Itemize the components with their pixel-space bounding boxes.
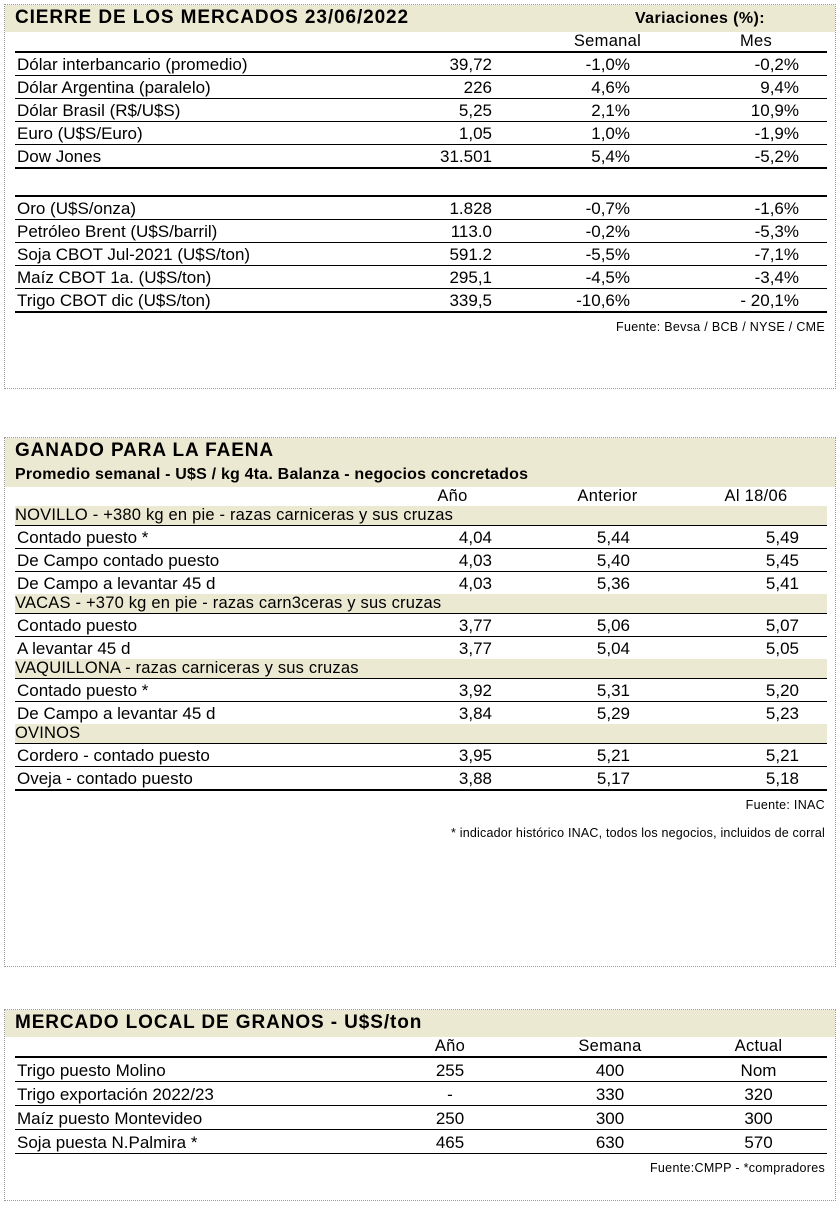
- grains-header-current: Actual: [734, 1037, 783, 1055]
- row-current: 5,18: [685, 767, 827, 791]
- grains-column-headers: [15, 1037, 827, 1057]
- row-current: 300: [690, 1106, 827, 1130]
- row-label: Oro (U$S/onza): [15, 196, 375, 220]
- section-heading-row: [15, 506, 827, 526]
- cattle-footnote: * indicador histórico INAC, todos los negocios, incluidos de corral: [451, 826, 825, 840]
- row-year: -: [370, 1082, 530, 1106]
- row-label: De Campo a levantar 45 d: [15, 702, 375, 725]
- row-previous: 5,29: [530, 702, 685, 725]
- section-heading-row: [15, 594, 827, 614]
- row-value: 39,72: [375, 52, 530, 76]
- cattle-header-label: [15, 487, 375, 506]
- row-current: 5,20: [685, 679, 827, 702]
- row-month: -5,2%: [685, 145, 827, 169]
- table-row: [15, 637, 827, 660]
- row-year: 3,77: [375, 637, 530, 660]
- row-label: Trigo CBOT dic (U$S/ton): [15, 289, 375, 313]
- row-year: 4,04: [375, 526, 530, 549]
- row-current: 5,21: [685, 744, 827, 767]
- table-row: [15, 289, 827, 313]
- section-heading-row: [15, 659, 827, 679]
- row-label: Contado puesto *: [15, 526, 375, 549]
- markets-panel: [4, 4, 836, 389]
- cattle-header-current: Al 18/06: [724, 487, 788, 505]
- table-row: [15, 526, 827, 549]
- row-week: 400: [530, 1057, 690, 1082]
- row-year: 3,88: [375, 767, 530, 791]
- section-heading: OVINOS: [15, 724, 827, 744]
- row-label: Soja CBOT Jul-2021 (U$S/ton): [15, 243, 375, 266]
- table-row: [15, 767, 827, 791]
- grains-panel: [4, 1009, 836, 1201]
- row-year: 3,77: [375, 614, 530, 637]
- row-year: 3,84: [375, 702, 530, 725]
- row-previous: 5,21: [530, 744, 685, 767]
- row-label: Trigo puesto Molino: [15, 1057, 370, 1082]
- table-row: [15, 702, 827, 725]
- row-year: 3,92: [375, 679, 530, 702]
- row-label: Soja puesta N.Palmira *: [15, 1130, 370, 1154]
- table-row: [15, 145, 827, 169]
- row-value: 113.0: [375, 220, 530, 243]
- markets-variations-label: Variaciones (%):: [634, 10, 765, 27]
- section-heading: VAQUILLONA - razas carniceras y sus cruzas: [15, 659, 827, 679]
- table-row: [15, 122, 827, 145]
- row-current: 570: [690, 1130, 827, 1154]
- grains-title-band: [5, 1010, 835, 1037]
- section-heading: VACAS - +370 kg en pie - razas carn3ceras y sus cruzas: [15, 594, 827, 614]
- row-previous: 5,04: [530, 637, 685, 660]
- table-row: [15, 220, 827, 243]
- row-weekly: 4,6%: [530, 76, 685, 99]
- grains-header-week: Semana: [578, 1037, 642, 1055]
- row-current: 5,41: [685, 572, 827, 595]
- row-current: 5,07: [685, 614, 827, 637]
- table-row: [15, 614, 827, 637]
- markets-header-label: [15, 32, 375, 52]
- row-current: 320: [690, 1082, 827, 1106]
- row-year: 255: [370, 1057, 530, 1082]
- row-previous: 5,40: [530, 549, 685, 572]
- table-row: [15, 52, 827, 76]
- grains-title: MERCADO LOCAL DE GRANOS - U$S/ton: [15, 1012, 423, 1033]
- row-month: -5,3%: [685, 220, 827, 243]
- row-month: 10,9%: [685, 99, 827, 122]
- row-weekly: 5,4%: [530, 145, 685, 169]
- row-value: 5,25: [375, 99, 530, 122]
- table-row: [15, 76, 827, 99]
- markets-header-value: [375, 32, 530, 52]
- markets-column-headers: [15, 32, 827, 52]
- row-label: De Campo contado puesto: [15, 549, 375, 572]
- cattle-header-previous: Anterior: [577, 487, 638, 505]
- row-year: 4,03: [375, 572, 530, 595]
- row-year: 250: [370, 1106, 530, 1130]
- cattle-column-headers: [15, 487, 827, 506]
- grains-table: [15, 1037, 827, 1154]
- markets-header-weekly: Semanal: [573, 32, 642, 50]
- table-row: [15, 1057, 827, 1082]
- row-previous: 5,17: [530, 767, 685, 791]
- row-current: 5,49: [685, 526, 827, 549]
- cattle-subtitle: Promedio semanal - U$S / kg 4ta. Balanza - negocios concretados: [5, 465, 835, 487]
- row-weekly: -0,2%: [530, 220, 685, 243]
- row-weekly: -5,5%: [530, 243, 685, 266]
- row-value: 339,5: [375, 289, 530, 313]
- row-week: 300: [530, 1106, 690, 1130]
- row-weekly: 2,1%: [530, 99, 685, 122]
- row-value: 226: [375, 76, 530, 99]
- grains-header-label: [15, 1037, 370, 1057]
- table-row: [15, 744, 827, 767]
- markets-title-band: [5, 5, 835, 32]
- row-value: 295,1: [375, 266, 530, 289]
- row-label: De Campo a levantar 45 d: [15, 572, 375, 595]
- row-label: Petróleo Brent (U$S/barril): [15, 220, 375, 243]
- row-weekly: -0,7%: [530, 196, 685, 220]
- table-row: [15, 196, 827, 220]
- row-year: 465: [370, 1130, 530, 1154]
- row-weekly: -10,6%: [530, 289, 685, 313]
- row-month: -0,2%: [685, 52, 827, 76]
- section-heading: NOVILLO - +380 kg en pie - razas carniceras y sus cruzas: [15, 506, 827, 526]
- row-label: Dow Jones: [15, 145, 375, 169]
- row-label: Contado puesto: [15, 614, 375, 637]
- row-label: Dólar interbancario (promedio): [15, 52, 375, 76]
- markets-header-month: Mes: [739, 32, 773, 50]
- row-month: -3,4%: [685, 266, 827, 289]
- table-row: [15, 1130, 827, 1154]
- row-label: Cordero - contado puesto: [15, 744, 375, 767]
- row-label: Maíz CBOT 1a. (U$S/ton): [15, 266, 375, 289]
- cattle-title: GANADO PARA LA FAENA: [15, 440, 275, 461]
- row-month: -7,1%: [685, 243, 827, 266]
- row-label: Maíz puesto Montevideo: [15, 1106, 370, 1130]
- table-row: [15, 243, 827, 266]
- table-row: [15, 679, 827, 702]
- row-current: Nom: [690, 1057, 827, 1082]
- row-week: 330: [530, 1082, 690, 1106]
- row-weekly: -4,5%: [530, 266, 685, 289]
- grains-header-year: Año: [434, 1037, 466, 1055]
- row-month: - 20,1%: [685, 289, 827, 313]
- row-label: Contado puesto *: [15, 679, 375, 702]
- row-current: 5,23: [685, 702, 827, 725]
- table-row: [15, 549, 827, 572]
- row-current: 5,05: [685, 637, 827, 660]
- markets-source: Fuente: Bevsa / BCB / NYSE / CME: [616, 320, 825, 334]
- row-current: 5,45: [685, 549, 827, 572]
- row-previous: 5,36: [530, 572, 685, 595]
- row-label: Dólar Brasil (R$/U$S): [15, 99, 375, 122]
- row-weekly: 1,0%: [530, 122, 685, 145]
- row-label: Dólar Argentina (paralelo): [15, 76, 375, 99]
- cattle-source: Fuente: INAC: [745, 798, 825, 812]
- row-year: 4,03: [375, 549, 530, 572]
- table-row: [15, 1106, 827, 1130]
- row-month: 9,4%: [685, 76, 827, 99]
- row-label: Euro (U$S/Euro): [15, 122, 375, 145]
- row-value: 591.2: [375, 243, 530, 266]
- cattle-table: [15, 487, 827, 791]
- row-label: A levantar 45 d: [15, 637, 375, 660]
- table-row: [15, 1082, 827, 1106]
- table-row: [15, 572, 827, 595]
- markets-table: [15, 32, 827, 313]
- cattle-title-band: [5, 438, 835, 465]
- group-separator: [15, 168, 827, 196]
- row-year: 3,95: [375, 744, 530, 767]
- row-label: Trigo exportación 2022/23: [15, 1082, 370, 1106]
- row-value: 1,05: [375, 122, 530, 145]
- cattle-header-year: Año: [437, 487, 468, 505]
- row-value: 1.828: [375, 196, 530, 220]
- row-previous: 5,31: [530, 679, 685, 702]
- row-week: 630: [530, 1130, 690, 1154]
- row-month: -1,9%: [685, 122, 827, 145]
- section-heading-row: [15, 724, 827, 744]
- row-value: 31.501: [375, 145, 530, 169]
- table-row: [15, 266, 827, 289]
- row-previous: 5,06: [530, 614, 685, 637]
- row-weekly: -1,0%: [530, 52, 685, 76]
- row-month: -1,6%: [685, 196, 827, 220]
- cattle-panel: [4, 437, 836, 967]
- row-previous: 5,44: [530, 526, 685, 549]
- row-label: Oveja - contado puesto: [15, 767, 375, 791]
- grains-source: Fuente:CMPP - *compradores: [650, 1161, 825, 1175]
- markets-title: CIERRE DE LOS MERCADOS 23/06/2022: [15, 7, 409, 28]
- table-row: [15, 99, 827, 122]
